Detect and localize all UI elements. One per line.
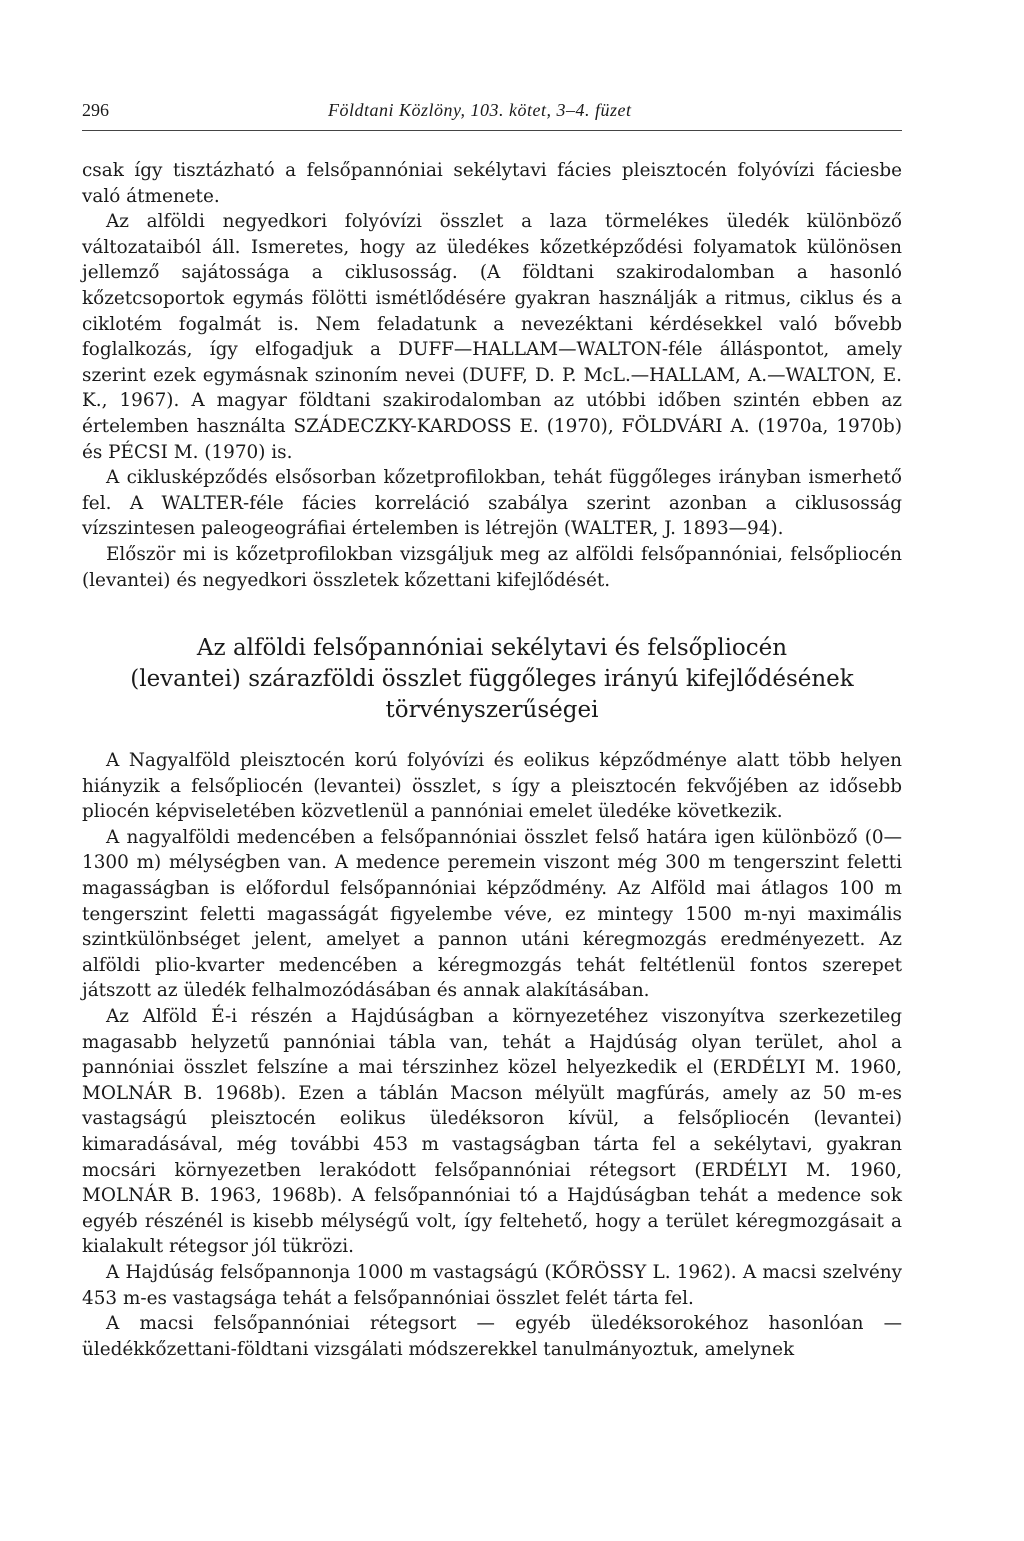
header-rule: [82, 130, 902, 131]
running-head: Földtani Közlöny, 103. kötet, 3–4. füzet: [328, 100, 632, 120]
section-title-line: Az alföldi felsőpannóniai sekélytavi és felsőpliocén: [196, 635, 788, 662]
article-body: [82, 158, 902, 1362]
page-number: 296: [82, 100, 109, 120]
body-paragraph: A nagyalföldi medencében a felsőpannóniai összlet felső határa igen különböző (0—1300 m) mélységben van. A medence peremein viszont még 300 m tengerszint feletti magasságban is előfordul felsőpannóniai képződmény. Az Alföld mai átlagos 100 m tengerszint feletti magasságát figyelembe véve, ez mintegy 1500 m-nyi maximális szintkülönbséget jelent, amelyet a pannon utáni kéregmozgás eredményezett. Az alföldi plio-kvarter medencében a kéregmozgás tehát feltétlenül fontos szerepet játszott az üledék felhalmozódásában és annak alakításában.: [82, 826, 902, 1002]
body-paragraph: Az Alföld É-i részén a Hajdúságban a környezetéhez viszonyítva szerkezetileg magasabb helyzetű pannóniai tábla van, tehát a Hajdúság olyan terület, ahol a pannóniai összlet felszíne a mai térszinhez közel helyezkedik el (ERDÉLYI M. 1960, MOLNÁR B. 1968b). Ezen a táblán Macson mélyült magfúrás, amely az 50 m-es vastagságú pleisztocén eolikus üledéksoron kívül, a felsőpliocén (levantei) kimaradásával, még további 453 m vastagságban tárta fel a sekélytavi, gyakran mocsári környezetben lerakódott felsőpannóniai rétegsort (ERDÉLYI M. 1960, MOLNÁR B. 1963, 1968b). A felsőpannóniai tó a Hajdúságban tehát a medence sok egyéb részénél is kisebb mélységű volt, így feltehető, hogy a terület kéregmozgásait a kialakult rétegsor jól tükrözi.: [82, 1006, 902, 1258]
body-paragraph: Az alföldi negyedkori folyóvízi összlet a laza törmelékes üledék különböző változataiból áll. Ismeretes, hogy az üledékes kőzetképződési folyamatok különösen jellemző sajátossága a ciklusosság. (A földtani szakirodalomban a hasonló kőzetcsoportok egymás fölötti ismétlődésére gyakran használják a ritmus, ciklus és a ciklotém fogalmát is. Nem feladatunk a nevezéktani kérdésekkel való bővebb foglalkozás, így elfogadjuk a DUFF—HALLAM—WALTON-féle álláspontot, amely szerint ezek egymásnak szinoním nevei (DUFF, D. P. McL.—HALLAM, A.—WALTON, E. K., 1967). A magyar földtani szakirodalomban az utóbbi időben szintén ebben az értelemben használta SZÁDECZKY-KARDOSS E. (1970), FÖLDVÁRI A. (1970a, 1970b) és PÉCSI M. (1970) is.: [82, 211, 902, 463]
body-paragraph: A Hajdúság felsőpannonja 1000 m vastagságú (KŐRÖSSY L. 1962). A macsi szelvény 453 m-es vastagsága tehát a felsőpannóniai összlet felét tárta fel.: [82, 1261, 902, 1309]
body-paragraph: A macsi felsőpannóniai rétegsort — egyéb üledéksorokéhoz hasonlóan — üledékkőzettani-földtani vizsgálati módszerekkel tanulmányoztuk, amelynek: [82, 1313, 902, 1360]
section-title-line: (levantei) szárazföldi összlet függőleges irányú kifejlődésének: [130, 666, 854, 693]
body-paragraph: csak így tisztázható a felsőpannóniai sekélytavi fácies pleisztocén folyóvízi fáciesbe való átmenete.: [82, 160, 902, 207]
body-paragraph: Először mi is kőzetprofilokban vizsgáljuk meg az alföldi felsőpannóniai, felsőpliocén (levantei) és negyedkori összletek kőzettani kifejlődését.: [82, 543, 902, 591]
body-paragraph: A Nagyalföld pleisztocén korú folyóvízi és eolikus képződménye alatt több helyen hiányzik a felsőpliocén (levantei) összlet, s így a pleisztocén fekvőjében az idősebb pliocén képviseletében közvetlenül a pannóniai emelet üledéke következik.: [82, 750, 902, 823]
section-title-line: törvényszerűségei: [385, 697, 599, 724]
section-title: [82, 633, 902, 726]
page-header: [82, 96, 902, 136]
body-paragraph: A ciklusképződés elsősorban kőzetprofilokban, tehát függőleges irányban ismerhető fel. A WALTER-féle fácies korreláció szabálya szerint azonban a ciklusosság vízszintesen paleogeográfiai értelemben is létrejön (WALTER, J. 1893—94).: [82, 467, 902, 540]
